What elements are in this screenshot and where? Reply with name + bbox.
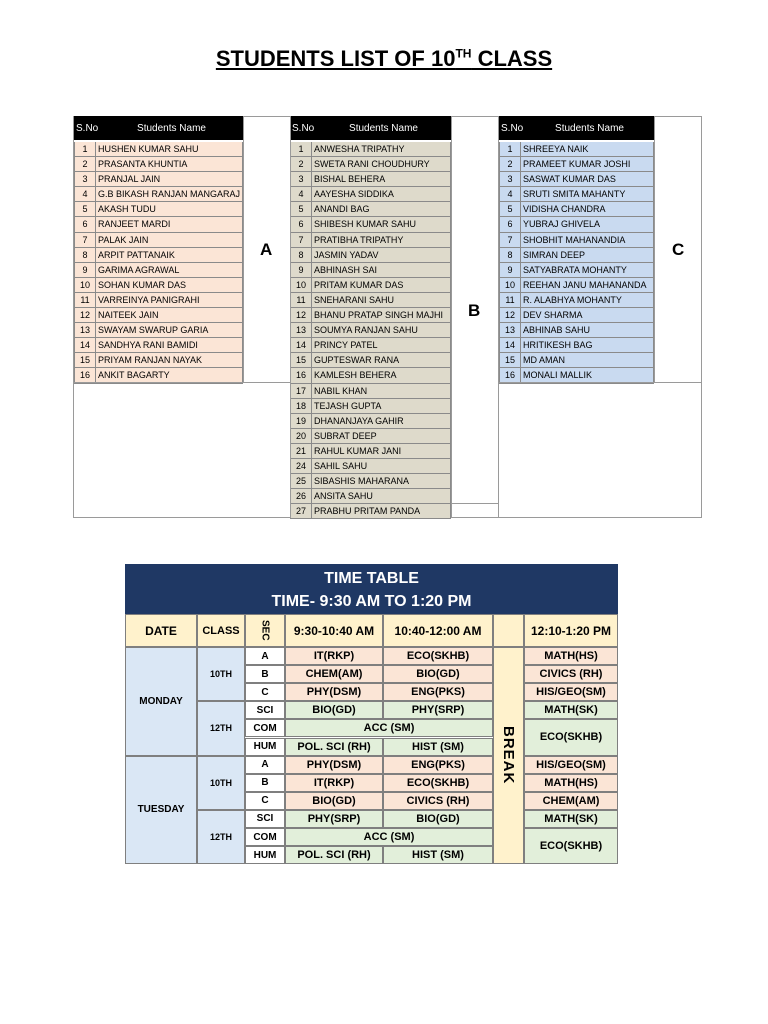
header-sno: S.No: [292, 122, 315, 134]
grid-line: [654, 116, 655, 383]
student-name: HUSHEN KUMAR SAHU: [96, 142, 243, 157]
student-name: SOUMYA RANJAN SAHU: [312, 323, 451, 338]
subject-cell: HIS/GEO(SM): [524, 756, 618, 774]
subject-cell: BIO(GD): [285, 701, 383, 719]
header-sec: [245, 614, 285, 647]
student-sno: 16: [74, 368, 96, 383]
student-sno: 1: [290, 142, 312, 157]
student-name: ABHINAB SAHU: [521, 323, 654, 338]
student-sno: 6: [74, 217, 96, 232]
subject-cell: ACC (SM): [285, 719, 493, 737]
subject-cell: HIS/GEO(SM): [524, 683, 618, 701]
student-sno: 1: [499, 142, 521, 157]
header-class: CLASS: [197, 614, 245, 647]
student-name: SNEHARANI SAHU: [312, 293, 451, 308]
student-name: SRUTI SMITA MAHANTY: [521, 187, 654, 202]
student-sno: 27: [290, 504, 312, 519]
student-row: [74, 338, 243, 353]
section-cell: SCI: [245, 701, 285, 719]
section-cell: B: [245, 665, 285, 683]
student-name: PRABHU PRITAM PANDA: [312, 504, 451, 519]
student-name: SIBASHIS MAHARANA: [312, 474, 451, 489]
grid-line: [498, 116, 499, 518]
student-row: [499, 308, 654, 323]
subject-cell: PHY(DSM): [285, 756, 383, 774]
student-name: SANDHYA RANI BAMIDI: [96, 338, 243, 353]
class-cell: 12TH: [197, 701, 245, 755]
section-cell: A: [245, 756, 285, 774]
student-row: [499, 263, 654, 278]
student-name: G.B BIKASH RANJAN MANGARAJ: [96, 187, 243, 202]
student-sno: 14: [290, 338, 312, 353]
subject-cell: MATH(SK): [524, 701, 618, 719]
student-sno: 3: [499, 172, 521, 187]
student-row: [290, 323, 451, 338]
student-name: ANWESHA TRIPATHY: [312, 142, 451, 157]
student-sno: 13: [290, 323, 312, 338]
student-sno: 10: [499, 278, 521, 293]
section-c-list: [499, 116, 654, 384]
student-row: [290, 459, 451, 474]
student-name: YUBRAJ GHIVELA: [521, 217, 654, 232]
student-name: BHANU PRATAP SINGH MAJHI: [312, 308, 451, 323]
subject-cell: PHY(SRP): [383, 701, 493, 719]
student-name: JASMIN YADAV: [312, 248, 451, 263]
student-row: [290, 217, 451, 232]
student-row: [290, 263, 451, 278]
student-row: [499, 323, 654, 338]
header-period-3: 12:10-1:20 PM: [524, 614, 618, 647]
student-row: [74, 157, 243, 172]
student-sno: 21: [290, 444, 312, 459]
subject-cell: ENG(PKS): [383, 756, 493, 774]
timetable: [125, 564, 618, 864]
class-cell: 10TH: [197, 756, 245, 810]
student-row: [290, 353, 451, 368]
subject-cell: MATH(HS): [524, 774, 618, 792]
subject-cell: MATH(SK): [524, 810, 618, 828]
class-cell: 10TH: [197, 647, 245, 701]
student-row: [290, 489, 451, 504]
student-name: SHIBESH KUMAR SAHU: [312, 217, 451, 232]
student-row: [499, 353, 654, 368]
section-label: B: [468, 301, 481, 320]
subject-cell: CIVICS (RH): [524, 665, 618, 683]
student-name: ABHINASH SAI: [312, 263, 451, 278]
student-name: SOHAN KUMAR DAS: [96, 278, 243, 293]
student-name: PRINCY PATEL: [312, 338, 451, 353]
student-sno: 7: [74, 233, 96, 248]
break-column: [493, 647, 524, 864]
student-row: [74, 217, 243, 232]
student-name: KAMLESH BEHERA: [312, 368, 451, 383]
grid-line: [243, 116, 244, 383]
student-sno: 8: [74, 248, 96, 263]
student-row: [74, 187, 243, 202]
student-row: [499, 157, 654, 172]
student-sno: 14: [74, 338, 96, 353]
student-row: [74, 248, 243, 263]
list-header: [499, 116, 654, 140]
student-sno: 4: [74, 187, 96, 202]
student-sno: 15: [290, 353, 312, 368]
section-a-list: [74, 116, 243, 384]
student-sno: 6: [499, 217, 521, 232]
student-row: [290, 202, 451, 217]
student-row: [290, 187, 451, 202]
header-student-name: Students Name: [349, 122, 418, 134]
student-row: [290, 142, 451, 157]
student-sno: 5: [499, 202, 521, 217]
student-name: GARIMA AGRAWAL: [96, 263, 243, 278]
student-sno: 2: [499, 157, 521, 172]
student-sno: 5: [290, 202, 312, 217]
subject-cell: BIO(GD): [285, 792, 383, 810]
student-sno: 1: [74, 142, 96, 157]
subject-cell: IT(RKP): [285, 774, 383, 792]
subject-cell: ECO(SKHB): [524, 719, 618, 755]
section-cell: COM: [245, 719, 285, 737]
header-break-gap: [493, 614, 524, 647]
section-cell: HUM: [245, 738, 285, 756]
student-row: [74, 263, 243, 278]
student-row: [290, 233, 451, 248]
student-sno: 11: [290, 293, 312, 308]
student-name: HRITIKESH BAG: [521, 338, 654, 353]
student-sno: 4: [499, 187, 521, 202]
subject-cell: ACC (SM): [285, 828, 493, 846]
subject-cell: ECO(SKHB): [383, 647, 493, 665]
student-name: PRITAM KUMAR DAS: [312, 278, 451, 293]
subject-cell: PHY(DSM): [285, 683, 383, 701]
student-row: [499, 338, 654, 353]
student-row: [290, 368, 451, 383]
subject-cell: BIO(GD): [383, 810, 493, 828]
student-row: [290, 248, 451, 263]
subject-cell: ENG(PKS): [383, 683, 493, 701]
student-name: SHREEYA NAIK: [521, 142, 654, 157]
student-row: [290, 429, 451, 444]
student-sno: 12: [499, 308, 521, 323]
student-name: TEJASH GUPTA: [312, 399, 451, 414]
student-row: [74, 308, 243, 323]
student-row: [499, 202, 654, 217]
student-sno: 20: [290, 429, 312, 444]
subject-cell: CHEM(AM): [285, 665, 383, 683]
student-sno: 10: [290, 278, 312, 293]
student-sno: 13: [74, 323, 96, 338]
subject-cell: IT(RKP): [285, 647, 383, 665]
student-row: [290, 338, 451, 353]
grid-line: [498, 382, 702, 383]
subject-cell: POL. SCI (RH): [285, 846, 383, 864]
student-sno: 16: [499, 368, 521, 383]
student-row: [499, 172, 654, 187]
section-b-list: [290, 116, 451, 519]
student-sno: 12: [290, 308, 312, 323]
student-name: AKASH TUDU: [96, 202, 243, 217]
student-sno: 15: [74, 353, 96, 368]
student-row: [499, 293, 654, 308]
student-name: ANSITA SAHU: [312, 489, 451, 504]
section-cell: C: [245, 792, 285, 810]
student-sno: 2: [290, 157, 312, 172]
student-row: [499, 233, 654, 248]
list-header: [290, 116, 451, 140]
student-row: [74, 202, 243, 217]
grid-line: [74, 382, 290, 383]
student-name: SWAYAM SWARUP GARIA: [96, 323, 243, 338]
student-row: [290, 399, 451, 414]
student-sno: 8: [290, 248, 312, 263]
class-cell: 12TH: [197, 810, 245, 864]
student-row: [74, 323, 243, 338]
subject-cell: HIST (SM): [383, 846, 493, 864]
section-cell: B: [245, 774, 285, 792]
student-sno: 8: [499, 248, 521, 263]
student-row: [74, 233, 243, 248]
student-name: AAYESHA SIDDIKA: [312, 187, 451, 202]
student-row: [74, 172, 243, 187]
grid-line: [451, 503, 498, 504]
student-name: NAITEEK JAIN: [96, 308, 243, 323]
header-student-name: Students Name: [555, 122, 624, 134]
subject-cell: CIVICS (RH): [383, 792, 493, 810]
student-sno: 9: [290, 263, 312, 278]
student-name: SAHIL SAHU: [312, 459, 451, 474]
student-sno: 25: [290, 474, 312, 489]
student-name: NABIL KHAN: [312, 384, 451, 399]
section-cell: HUM: [245, 846, 285, 864]
student-name: RAHUL KUMAR JANI: [312, 444, 451, 459]
header-student-name: Students Name: [137, 122, 206, 134]
student-name: ARPIT PATTANAIK: [96, 248, 243, 263]
header-date: DATE: [125, 614, 197, 647]
student-row: [290, 278, 451, 293]
header-period-2: 10:40-12:00 AM: [383, 614, 493, 647]
student-row: [290, 384, 451, 399]
subject-cell: BIO(GD): [383, 665, 493, 683]
student-name: SHOBHIT MAHANANDIA: [521, 233, 654, 248]
student-sno: 13: [499, 323, 521, 338]
student-row: [290, 293, 451, 308]
subject-cell: MATH(HS): [524, 647, 618, 665]
student-row: [290, 504, 451, 519]
timetable-subtitle: TIME- 9:30 AM TO 1:20 PM: [271, 593, 472, 610]
student-sno: 2: [74, 157, 96, 172]
student-name: SIMRAN DEEP: [521, 248, 654, 263]
day-cell: TUESDAY: [125, 756, 197, 865]
student-sno: 19: [290, 414, 312, 429]
header-period-1: 9:30-10:40 AM: [285, 614, 383, 647]
section-label: A: [260, 240, 273, 259]
student-name: REEHAN JANU MAHANANDA: [521, 278, 654, 293]
student-sno: 9: [499, 263, 521, 278]
subject-cell: HIST (SM): [383, 738, 493, 756]
student-sno: 24: [290, 459, 312, 474]
student-sno: 15: [499, 353, 521, 368]
student-name: ANKIT BAGARTY: [96, 368, 243, 383]
student-sno: 3: [290, 172, 312, 187]
student-row: [74, 142, 243, 157]
student-row: [74, 293, 243, 308]
student-sno: 18: [290, 399, 312, 414]
grid-line: [290, 116, 291, 518]
student-name: SASWAT KUMAR DAS: [521, 172, 654, 187]
break-label: BREAK: [500, 726, 517, 785]
subject-cell: ECO(SKHB): [524, 828, 618, 864]
section-cell: COM: [245, 828, 285, 846]
student-row: [499, 187, 654, 202]
student-name: SATYABRATA MOHANTY: [521, 263, 654, 278]
student-row: [74, 353, 243, 368]
student-sno: 17: [290, 384, 312, 399]
section-label: C: [672, 240, 685, 259]
subject-cell: PHY(SRP): [285, 810, 383, 828]
student-sno: 11: [74, 293, 96, 308]
student-row: [290, 157, 451, 172]
student-sno: 7: [290, 233, 312, 248]
student-name: R. ALABHYA MOHANTY: [521, 293, 654, 308]
student-sno: 9: [74, 263, 96, 278]
student-row: [499, 217, 654, 232]
student-name: DHANANJAYA GAHIR: [312, 414, 451, 429]
student-name: MONALI MALLIK: [521, 368, 654, 383]
student-name: BISHAL BEHERA: [312, 172, 451, 187]
student-name: SWETA RANI CHOUDHURY: [312, 157, 451, 172]
subject-cell: CHEM(AM): [524, 792, 618, 810]
student-name: VIDISHA CHANDRA: [521, 202, 654, 217]
student-row: [290, 444, 451, 459]
student-name: PRANJAL JAIN: [96, 172, 243, 187]
student-sno: 14: [499, 338, 521, 353]
student-name: PRASANTA KHUNTIA: [96, 157, 243, 172]
student-name: MD AMAN: [521, 353, 654, 368]
student-sno: 26: [290, 489, 312, 504]
student-sno: 4: [290, 187, 312, 202]
student-row: [74, 278, 243, 293]
student-row: [499, 248, 654, 263]
student-name: SUBRAT DEEP: [312, 429, 451, 444]
subject-cell: ECO(SKHB): [383, 774, 493, 792]
student-row: [499, 278, 654, 293]
student-row: [290, 474, 451, 489]
header-sno: S.No: [501, 122, 524, 134]
student-name: ANANDI BAG: [312, 202, 451, 217]
student-sno: 10: [74, 278, 96, 293]
student-name: PRATIBHA TRIPATHY: [312, 233, 451, 248]
student-name: PRIYAM RANJAN NAYAK: [96, 353, 243, 368]
list-header: [74, 116, 243, 140]
student-name: GUPTESWAR RANA: [312, 353, 451, 368]
student-row: [290, 308, 451, 323]
section-cell: C: [245, 683, 285, 701]
student-name: PRAMEET KUMAR JOSHI: [521, 157, 654, 172]
subject-cell: POL. SCI (RH): [285, 738, 383, 756]
header-sec-label: SEC: [259, 620, 271, 641]
section-cell: SCI: [245, 810, 285, 828]
student-row: [290, 414, 451, 429]
student-sno: 16: [290, 368, 312, 383]
timetable-banner: [125, 564, 618, 614]
student-row: [290, 172, 451, 187]
section-cell: A: [245, 647, 285, 665]
student-sno: 3: [74, 172, 96, 187]
grid-line: [451, 116, 452, 518]
student-row: [499, 142, 654, 157]
student-sno: 5: [74, 202, 96, 217]
student-name: DEV SHARMA: [521, 308, 654, 323]
student-name: RANJEET MARDI: [96, 217, 243, 232]
student-sno: 7: [499, 233, 521, 248]
student-name: VARREINYA PANIGRAHI: [96, 293, 243, 308]
student-sno: 12: [74, 308, 96, 323]
header-sno: S.No: [76, 122, 99, 134]
student-sno: 6: [290, 217, 312, 232]
timetable-title: TIME TABLE: [324, 570, 419, 587]
day-cell: MONDAY: [125, 647, 197, 756]
student-name: PALAK JAIN: [96, 233, 243, 248]
student-sno: 11: [499, 293, 521, 308]
page-title: STUDENTS LIST OF 10TH CLASS: [215, 46, 553, 71]
